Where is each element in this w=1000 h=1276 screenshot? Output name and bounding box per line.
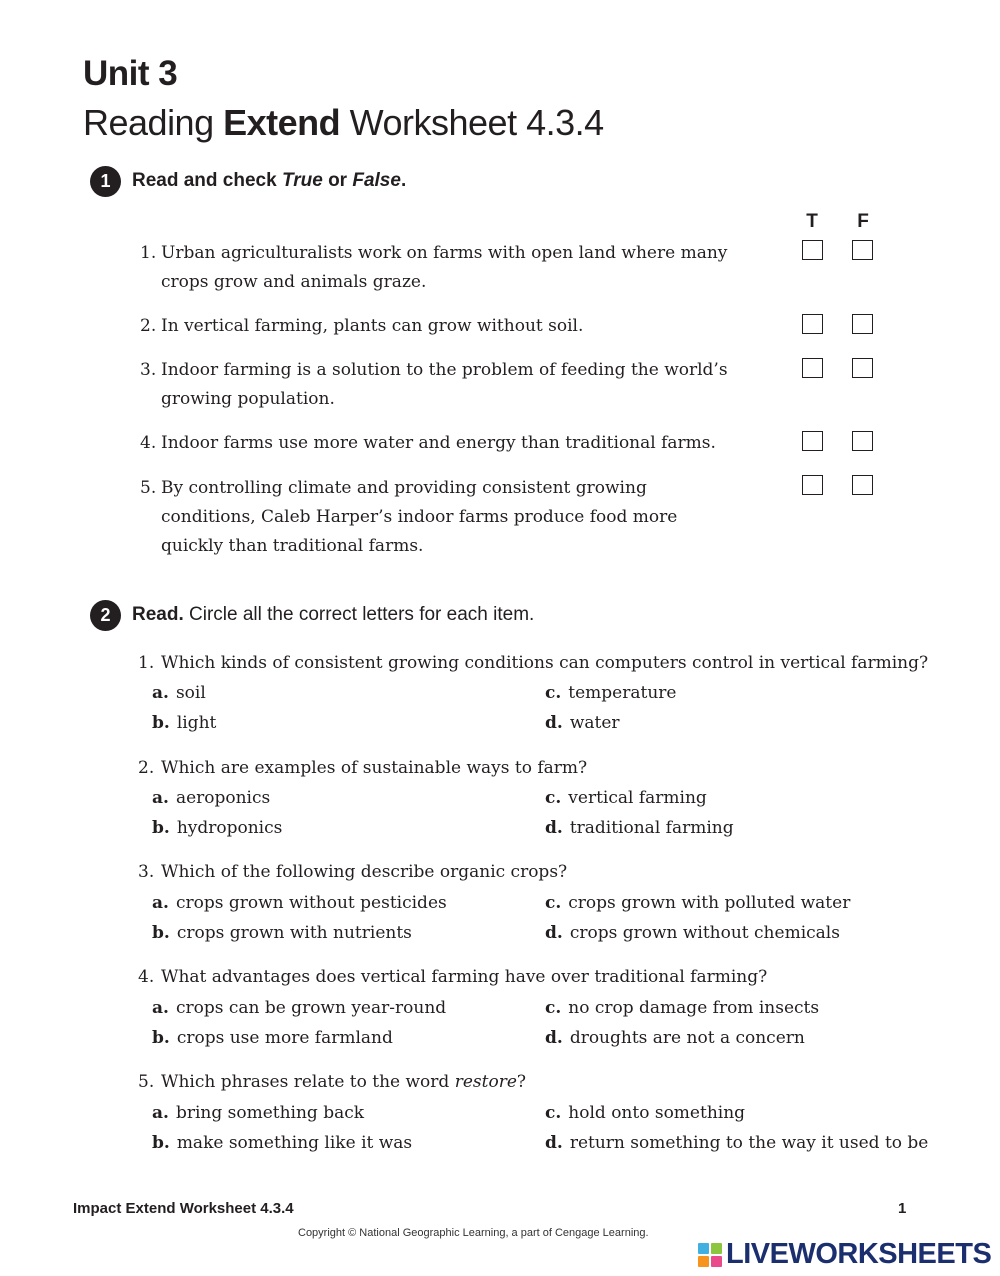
option-letter: b. [152,818,170,838]
tf-item [140,239,740,297]
q3-option-b[interactable] [152,920,412,946]
tf-item-text: By controlling climate and providing consistent growing conditions, Caleb Harper’s indoor farms produce food more quickly than traditional farms. [161,478,678,556]
option-letter: c. [545,1103,562,1123]
true-checkbox-2[interactable] [802,314,823,334]
q4-option-b[interactable] [152,1025,393,1051]
option-letter: b. [152,713,170,733]
q2-option-d[interactable] [545,815,734,841]
option-text: hydroponics [176,818,283,838]
q1-option-d[interactable] [545,710,620,736]
question-text-end: ? [516,1072,527,1092]
tf-item-number: 2. [140,316,157,336]
false-checkbox-5[interactable] [852,475,873,495]
title-bold: Extend [223,102,341,143]
logo-square-3 [698,1256,709,1267]
q1-option-c[interactable] [545,680,676,706]
option-letter: d. [545,1028,563,1048]
section-1-heading [90,166,406,196]
tf-item [140,356,730,414]
question-5 [138,1069,526,1095]
question-number: 3. [138,862,155,882]
question-italic-word: restore [454,1072,517,1092]
false-checkbox-1[interactable] [852,240,873,260]
option-text: crops use more farmland [176,1028,393,1048]
unit-title: Unit 3 [83,54,178,93]
option-text: crops grown with nutrients [176,923,412,943]
question-1 [138,650,928,676]
option-text: crops grown with polluted water [568,893,851,913]
liveworksheets-icon [698,1243,722,1267]
option-letter: a. [152,683,169,703]
tf-item-text: Indoor farms use more water and energy than traditional farms. [161,433,716,453]
q4-option-d[interactable] [545,1025,805,1051]
title-post: Worksheet 4.3.4 [349,102,604,143]
tf-item-text: Indoor farming is a solution to the problem of feeding the world’s growing population. [161,360,728,409]
question-text: Which are examples of sustainable ways to farm? [161,758,588,778]
false-checkbox-2[interactable] [852,314,873,334]
column-true-header: T [806,211,818,232]
option-letter: a. [152,893,169,913]
section-2-read: Read. [132,604,184,625]
option-letter: d. [545,923,563,943]
section-1-true-word: True [281,170,323,191]
false-checkbox-3[interactable] [852,358,873,378]
page-number: 1 [898,1200,907,1217]
tf-item-text: In vertical farming, plants can grow without soil. [161,316,584,336]
option-letter: b. [152,1028,170,1048]
question-text: Which of the following describe organic crops? [161,862,568,882]
q1-option-a[interactable] [152,680,206,706]
tf-item-number: 4. [140,433,157,453]
tf-item-number: 1. [140,243,157,263]
question-number: 5. [138,1072,155,1092]
section-1-number: 1 [90,166,121,197]
option-letter: a. [152,788,169,808]
q3-option-c[interactable] [545,890,850,916]
tf-item [140,474,740,561]
column-false-header: F [857,211,869,232]
liveworksheets-wordmark: LIVEWORKSHEETS [726,1238,992,1270]
q2-option-c[interactable] [545,785,707,811]
q5-option-a[interactable] [152,1100,364,1126]
question-number: 4. [138,967,155,987]
option-text: make something like it was [176,1133,413,1153]
section-1-false-word: False [352,170,401,191]
tf-item-number: 3. [140,360,157,380]
q2-option-a[interactable] [152,785,270,811]
true-checkbox-5[interactable] [802,475,823,495]
question-text: What advantages does vertical farming have over traditional farming? [161,967,768,987]
true-checkbox-4[interactable] [802,431,823,451]
option-letter: c. [545,683,562,703]
option-text: traditional farming [569,818,734,838]
option-text: return something to the way it used to be [569,1133,929,1153]
option-text: hold onto something [568,1103,746,1123]
q3-option-a[interactable] [152,890,447,916]
option-text: crops grown without chemicals [569,923,840,943]
tf-item-text: Urban agriculturalists work on farms with open land where many crops grow and animals graze. [161,243,728,292]
option-letter: c. [545,788,562,808]
footer-title: Impact Extend Worksheet 4.3.4 [73,1200,294,1217]
q5-option-b[interactable] [152,1130,412,1156]
liveworksheets-logo[interactable] [698,1238,991,1271]
true-checkbox-3[interactable] [802,358,823,378]
option-text: droughts are not a concern [569,1028,805,1048]
worksheet-title [83,102,604,144]
option-text: bring something back [175,1103,365,1123]
logo-square-2 [711,1243,722,1254]
tf-item-number: 5. [140,478,157,498]
option-letter: d. [545,818,563,838]
q3-option-d[interactable] [545,920,840,946]
section-2-heading [90,600,534,630]
option-text: crops can be grown year-round [175,998,447,1018]
option-letter: c. [545,893,562,913]
option-text: soil [175,683,206,703]
section-1-period: . [400,170,407,191]
option-text: crops grown without pesticides [175,893,447,913]
copyright: Copyright © National Geographic Learning, a part of Cengage Learning. [298,1227,649,1239]
q4-option-a[interactable] [152,995,446,1021]
tf-item [140,312,740,341]
option-text: vertical farming [568,788,707,808]
section-1-instr: Read and check [132,170,277,191]
option-text: light [176,713,217,733]
logo-square-4 [711,1256,722,1267]
q5-option-c[interactable] [545,1100,745,1126]
q5-option-d[interactable] [545,1130,928,1156]
option-letter: a. [152,998,169,1018]
question-number: 2. [138,758,155,778]
question-text: Which kinds of consistent growing conditions can computers control in vertical farming? [161,653,929,673]
section-2-number: 2 [90,600,121,631]
option-text: no crop damage from insects [568,998,820,1018]
option-letter: b. [152,923,170,943]
logo-square-1 [698,1243,709,1254]
question-number: 1. [138,653,155,673]
option-text: temperature [568,683,677,703]
option-letter: d. [545,1133,563,1153]
title-pre: Reading [83,102,214,143]
option-letter: c. [545,998,562,1018]
question-2 [138,755,587,781]
q4-option-c[interactable] [545,995,819,1021]
option-letter: d. [545,713,563,733]
option-text: aeroponics [175,788,271,808]
option-letter: a. [152,1103,169,1123]
question-4 [138,964,767,990]
tf-item [140,429,760,458]
q2-option-b[interactable] [152,815,282,841]
section-2-instr: Circle all the correct letters for each item. [189,604,535,625]
option-letter: b. [152,1133,170,1153]
question-3 [138,859,567,885]
false-checkbox-4[interactable] [852,431,873,451]
section-1-or: or [328,170,348,191]
question-text: Which phrases relate to the word [161,1072,450,1092]
option-text: water [569,713,620,733]
q1-option-b[interactable] [152,710,216,736]
true-checkbox-1[interactable] [802,240,823,260]
